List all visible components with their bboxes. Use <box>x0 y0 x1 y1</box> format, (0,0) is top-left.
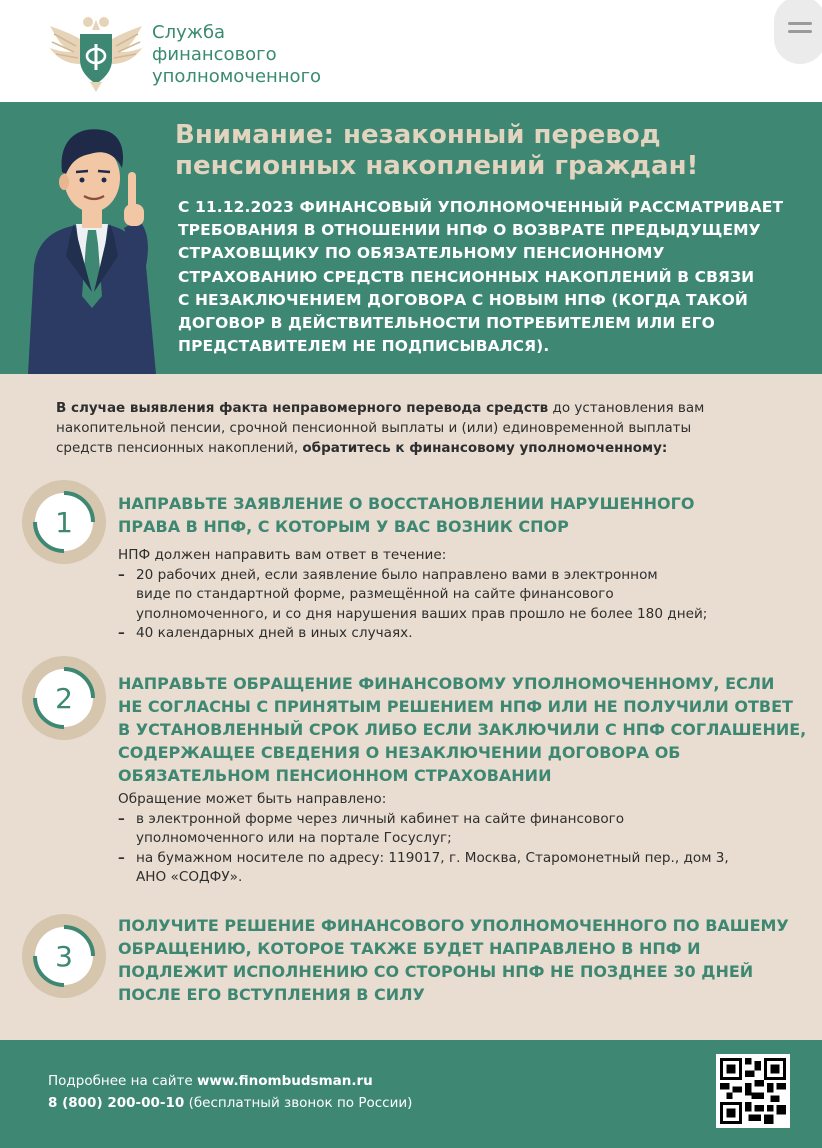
intro-text: средств пенсионных накоплений, <box>56 440 303 456</box>
banner-text-line: С 11.12.2023 ФИНАНСОВЫЙ УПОЛНОМОЧЕННЫЙ РАССМАТРИВАЕТ <box>178 198 784 216</box>
step-lead: НПФ должен направить вам ответ в течение: <box>118 547 447 563</box>
list-item <box>118 624 808 644</box>
phone-note: (бесплатный звонок по России) <box>184 1095 413 1111</box>
step-title <box>118 672 808 787</box>
step-title-line: ПРАВА В НПФ, С КОТОРЫМ У ВАС ВОЗНИК СПОР <box>118 517 569 536</box>
banner-text-line: СТРАХОВЩИКУ ПО ОБЯЗАТЕЛЬНОМУ ПЕНСИОННОМУ <box>178 244 665 263</box>
businessman-illustration <box>10 116 170 374</box>
page-header <box>0 0 822 102</box>
banner-text-line: ДОГОВОР В ДЕЙСТВИТЕЛЬНОСТИ ПОТРЕБИТЕЛЕМ ИЛИ ЕГО <box>178 314 715 333</box>
step-body <box>118 790 808 888</box>
list-item-line: – на бумажном носителе по адресу: 119017, г. Москва, Старомонетный пер., дом 3, <box>136 849 729 866</box>
list-item-line: – 40 календарных дней в иных случаях. <box>136 625 413 641</box>
step-title-line: ПОЛУЧИТЕ РЕШЕНИЕ ФИНАНСОВОГО УПОЛНОМОЧЕННОГО ПО ВАШЕМУ <box>118 916 789 935</box>
banner-title-line: пенсионных накоплений граждан! <box>175 151 699 181</box>
footer-site-prefix: Подробнее на сайте <box>48 1073 197 1089</box>
brand-line: Служба <box>152 22 226 43</box>
step-lead: Обращение может быть направлено: <box>118 791 387 807</box>
step-number-badge <box>22 914 106 998</box>
step-title-line: НЕ СОГЛАСНЫ С ПРИНЯТЫМ РЕШЕНИЕМ НПФ ИЛИ НЕ ПОЛУЧИЛИ ОТВЕТ <box>118 697 793 716</box>
list-item <box>118 849 808 888</box>
list-item-line: АНО «СОДФУ». <box>136 869 243 885</box>
footer-site-line <box>48 1070 412 1092</box>
banner-text <box>178 196 798 358</box>
menu-button[interactable] <box>774 0 822 64</box>
eagle-shield-logo-icon <box>46 12 146 92</box>
site-link[interactable]: www.finombudsman.ru <box>196 1073 373 1089</box>
list-item-line: – 20 рабочих дней, если заявление было направлено вами в электронном <box>136 566 658 583</box>
list-item <box>118 810 808 849</box>
phone-link[interactable]: 8 (800) 200-00-10 <box>48 1095 185 1111</box>
hamburger-menu-icon <box>788 30 812 33</box>
step-title-line: СОДЕРЖАЩЕЕ СВЕДЕНИЯ О НЕЗАКЛЮЧЕНИИ ДОГОВОРА ОБ <box>118 743 681 762</box>
step-title <box>118 492 808 538</box>
step-title-line: ОБЯЗАТЕЛЬНОМ ПЕНСИОННОМ СТРАХОВАНИИ <box>118 766 552 785</box>
intro-line <box>56 438 796 458</box>
step-title-line: НАПРАВЬТЕ ЗАЯВЛЕНИЕ О ВОССТАНОВЛЕНИИ НАРУШЕННОГО <box>118 494 695 513</box>
step-body <box>118 546 808 644</box>
qr-code[interactable] <box>716 1054 790 1128</box>
step-number: 1 <box>55 506 73 539</box>
list-item-line: – в электронной форме через личный кабинет на сайте финансового <box>136 810 625 827</box>
footer-contacts <box>48 1070 412 1114</box>
list-item-line: виде по стандартной форме, размещённой на сайте финансового <box>136 586 614 602</box>
intro-line <box>56 398 796 418</box>
banner-title <box>175 120 795 182</box>
intro-line: накопительной пенсии, срочной пенсионной выплаты и (или) единовременной выплаты <box>56 420 692 436</box>
banner-text-line: ПРЕДСТАВИТЕЛЕМ НЕ ПОДПИСЫВАЛСЯ). <box>178 337 550 356</box>
brand-name <box>152 22 321 88</box>
banner-text-line: СТРАХОВАНИЮ СРЕДСТВ ПЕНСИОННЫХ НАКОПЛЕНИЙ В СВЯЗИ <box>178 267 755 286</box>
footer-phone-line <box>48 1092 412 1114</box>
list-item-line: уполномоченного или на портале Госуслуг; <box>136 830 452 846</box>
list-item-line: уполномоченного, и со дня нарушения ваших прав прошло не более 180 дней; <box>136 605 708 622</box>
step-title-line: ПОДЛЕЖИТ ИСПОЛНЕНИЮ СО СТОРОНЫ НПФ НЕ ПОЗДНЕЕ 30 ДНЕЙ <box>118 962 754 981</box>
page-footer <box>0 1040 822 1148</box>
list-item <box>118 566 808 625</box>
intro-paragraph <box>56 398 796 458</box>
intro-bold: обратитесь к финансовому уполномоченному: <box>302 440 668 456</box>
hamburger-menu-icon <box>788 22 812 25</box>
intro-text: до установления вам <box>548 400 705 416</box>
step-title-line: В УСТАНОВЛЕННЫЙ СРОК ЛИБО ЕСЛИ ЗАКЛЮЧИЛИ С НПФ СОГЛАШЕНИЕ, <box>118 720 807 739</box>
step-title <box>118 914 808 1006</box>
qr-code-icon <box>720 1058 786 1124</box>
intro-bold: В случае выявления факта неправомерного перевода средств <box>56 400 549 416</box>
banner-text-line: С НЕЗАКЛЮЧЕНИЕМ ДОГОВОРА С НОВЫМ НПФ (КОГДА ТАКОЙ <box>178 290 748 309</box>
step-number: 2 <box>55 682 73 715</box>
step-title-line: ОБРАЩЕНИЮ, КОТОРОЕ ТАКЖЕ БУДЕТ НАПРАВЛЕНО В НПФ И <box>118 939 701 958</box>
step-number-badge <box>22 480 106 564</box>
banner-text-line: ТРЕБОВАНИЯ В ОТНОШЕНИИ НПФ О ВОЗВРАТЕ ПРЕДЫДУЩЕМУ <box>178 221 761 240</box>
step-number-badge <box>22 656 106 740</box>
banner-title-line: Внимание: незаконный перевод <box>175 120 661 150</box>
warning-banner <box>0 102 822 374</box>
step-title-line: НАПРАВЬТЕ ОБРАЩЕНИЕ ФИНАНСОВОМУ УПОЛНОМОЧЕННОМУ, ЕСЛИ <box>118 674 775 693</box>
step-title-line: ПОСЛЕ ЕГО ВСТУПЛЕНИЯ В СИЛУ <box>118 985 425 1004</box>
brand-line: финансового <box>152 44 277 65</box>
brand-line: уполномоченного <box>152 66 322 87</box>
step-number: 3 <box>55 940 73 973</box>
